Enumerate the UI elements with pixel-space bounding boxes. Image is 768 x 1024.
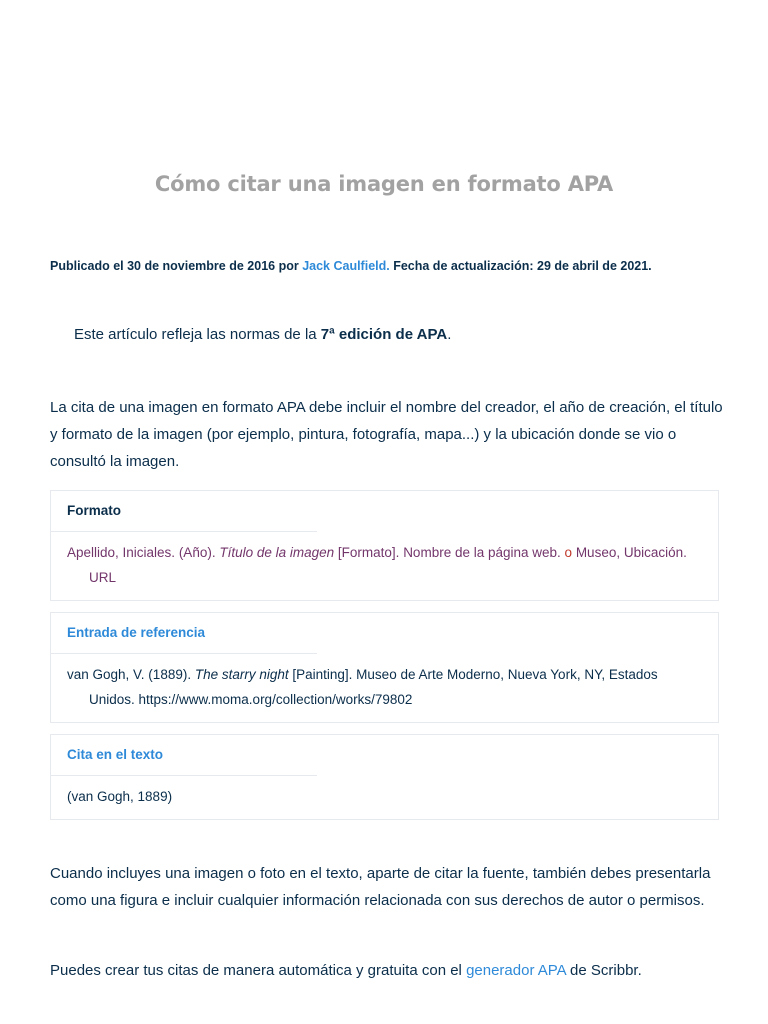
article-meta — [50, 259, 652, 273]
format-format: [Formato]. — [334, 545, 404, 560]
format-box-header: Formato — [51, 491, 317, 532]
publish-date: Publicado el 30 de noviembre de 2016 por — [50, 259, 303, 273]
figure-paragraph: Cuando incluyes una imagen o foto en el texto, aparte de citar la fuente, también debes presentarla como una figura e incluir cualquier información relacionada con sus derechos de autor o permisos. — [50, 865, 711, 909]
generator-suffix: de Scribbr. — [565, 962, 642, 979]
format-author: Apellido, Iniciales. — [67, 545, 176, 560]
page-title: Cómo citar una imagen en formato APA — [154, 172, 614, 197]
reference-box-header: Entrada de referencia — [51, 613, 317, 654]
author-link[interactable]: Jack Caulfield. — [302, 259, 390, 273]
edition-note-bold: 7ª edición de APA — [320, 326, 448, 343]
reference-prefix: van Gogh, V. (1889). — [67, 667, 195, 682]
update-date: Fecha de actualización: 29 de abril de 2021. — [389, 259, 652, 273]
format-museum: Museo, Ubicación. — [575, 545, 687, 560]
intext-box — [50, 734, 719, 820]
format-site: Nombre de la página web. — [403, 545, 561, 560]
format-url: URL — [89, 570, 117, 585]
reference-suffix: [Painting]. Museo de Arte Moderno, Nueva York, NY, Estados Unidos. https://www.moma.org/collection/works/79802 — [89, 667, 658, 707]
reference-box — [50, 612, 719, 723]
reference-box-body — [51, 654, 718, 722]
format-or: o — [560, 545, 576, 560]
intext-citation: (van Gogh, 1889) — [67, 789, 173, 804]
generator-paragraph — [50, 957, 730, 984]
edition-note-suffix: . — [447, 326, 452, 343]
edition-note — [74, 326, 451, 343]
format-title: Título de la imagen — [219, 545, 335, 560]
edition-note-text: Este artículo refleja las normas de la — [74, 326, 321, 343]
generator-prefix: Puedes crear tus citas de manera automática y gratuita con el — [50, 962, 467, 979]
intro-paragraph: La cita de una imagen en formato APA debe incluir el nombre del creador, el año de creación, el título y formato de la imagen (por ejemplo, pintura, fotografía, mapa...) y la ubicación donde se vio o consultó la imagen. — [50, 399, 723, 470]
reference-title: The starry night — [194, 667, 289, 682]
intext-box-header: Cita en el texto — [51, 735, 317, 776]
format-year: (Año). — [175, 545, 220, 560]
format-box-body — [51, 532, 718, 600]
apa-generator-link[interactable]: generador APA — [466, 962, 566, 979]
format-box — [50, 490, 719, 601]
